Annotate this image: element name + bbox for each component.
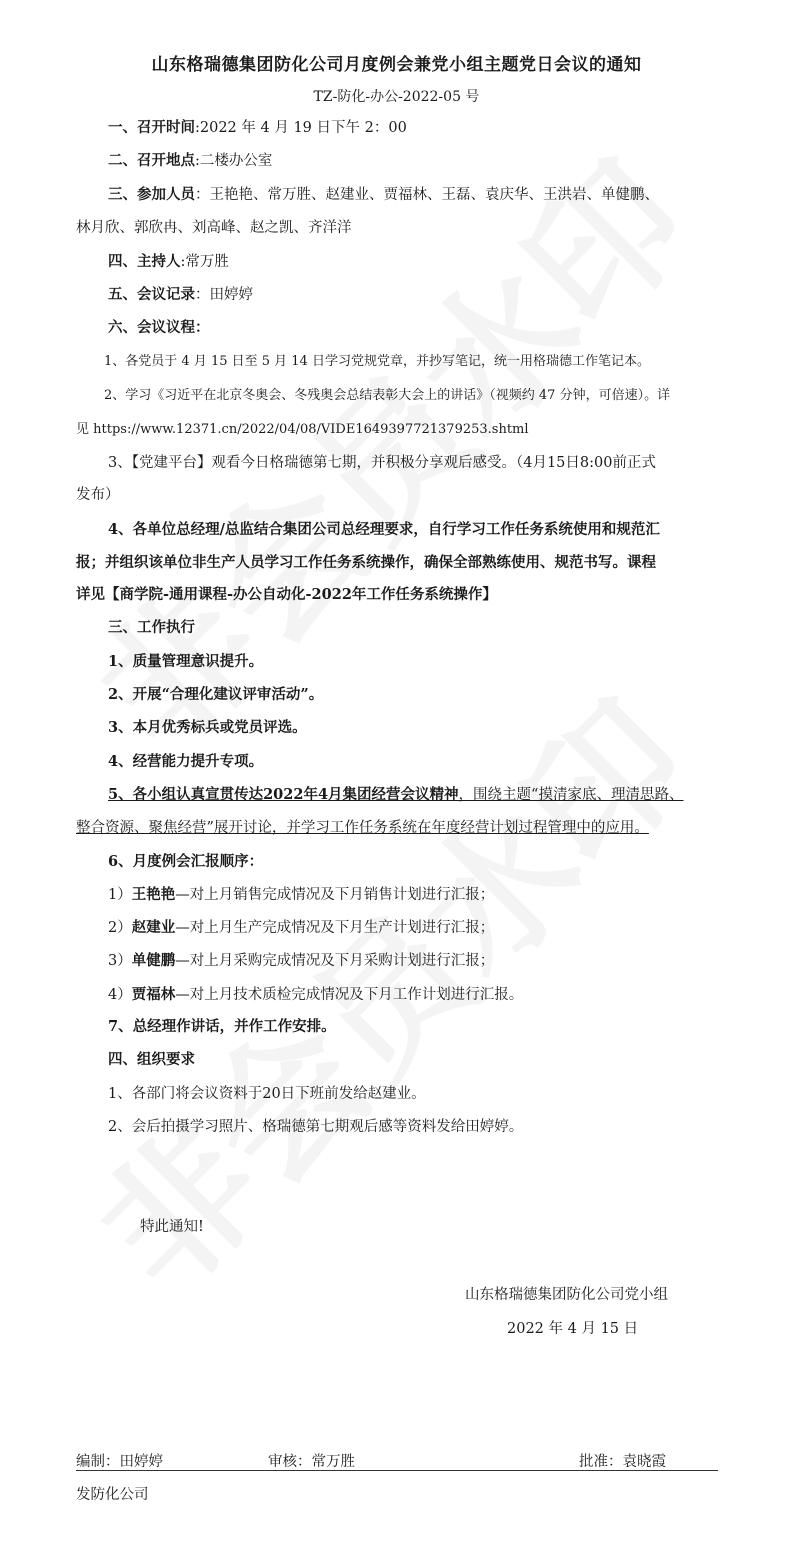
agenda-item-3: 3、【党建平台】观看今日格瑞德第七期，并积极分享观后感受。（4月15日8:00前正式 xyxy=(108,455,656,471)
work-item-7: 7、总经理作讲话，并作工作安排。 xyxy=(108,1018,336,1035)
report-item xyxy=(76,878,758,912)
agenda-heading: 六、会议议程： xyxy=(108,319,210,336)
attendees-line-1: ：王艳艳、常万胜、赵建业、贾福林、王磊、袁庆华、王洪岩、单健鹏、 xyxy=(195,187,659,203)
attendees xyxy=(76,178,758,212)
report-text: —对上月采购完成情况及下月采购计划进行汇报； xyxy=(175,953,495,969)
meeting-time-label: 一、召开时间 xyxy=(108,119,195,136)
org-item-1: 1、各部门将会议资料于20日下班前发给赵建业。 xyxy=(108,1086,426,1102)
report-name: 赵建业 xyxy=(131,919,176,936)
org-heading: 四、组织要求 xyxy=(108,1051,195,1068)
work-item-2: 2、开展“合理化建议评审活动”。 xyxy=(108,686,324,703)
report-number: 2） xyxy=(108,920,132,936)
approver: 批准：袁晓霞 xyxy=(579,1454,666,1470)
document-number: TZ-防化-办公-2022-05 号 xyxy=(313,89,480,105)
report-number: 4） xyxy=(108,987,132,1003)
report-number: 1） xyxy=(108,887,132,903)
meeting-place xyxy=(76,144,758,178)
report-text: —对上月生产完成情况及下月生产计划进行汇报； xyxy=(175,920,495,936)
recorder xyxy=(76,278,758,312)
agenda-item-4-cont: 报；并组织该单位非生产人员学习工作任务系统操作，确保全部熟练使用、规范书写。课程 xyxy=(76,554,656,571)
report-name: 王艳艳 xyxy=(131,886,176,903)
meeting-time-value: :2022 年 4 月 19 日下午 2：00 xyxy=(195,120,407,136)
report-item xyxy=(76,944,758,978)
agenda-item-3-cont: 发布） xyxy=(76,487,120,503)
host-label: 四、主持人 xyxy=(108,253,181,270)
editor: 编制：田婷婷 xyxy=(76,1454,163,1470)
recorder-value: ：田婷婷 xyxy=(195,287,253,303)
org-item-2: 2、会后拍摄学习照片、格瑞德第七期观后感等资料发给田婷婷。 xyxy=(108,1119,524,1135)
signature-date: 2022 年 4 月 15 日 xyxy=(507,1321,639,1337)
report-text: —对上月技术质检完成情况及下月工作计划进行汇报。 xyxy=(175,987,524,1003)
report-item xyxy=(76,978,758,1012)
signature-org: 山东格瑞德集团防化公司党小组 xyxy=(465,1287,668,1303)
report-name: 贾福林 xyxy=(131,986,176,1003)
work-item-1: 1、质量管理意识提升。 xyxy=(108,653,264,670)
notice-text: 特此通知! xyxy=(140,1219,204,1235)
work-item-6: 6、月度例会汇报顺序： xyxy=(108,853,264,870)
host-value: :常万胜 xyxy=(180,254,229,270)
attendees-label: 三、参加人员 xyxy=(108,186,195,203)
report-item xyxy=(76,911,758,945)
work-item-5 xyxy=(76,778,758,812)
meeting-place-value: :二楼办公室 xyxy=(195,153,273,169)
work-item-5-cont: 整合资源、聚焦经营”展开讨论，并学习工作任务系统在年度经营计划过程管理中的应用。 xyxy=(76,820,649,836)
report-name: 单健鹏 xyxy=(131,952,176,969)
reviewer: 审核：常万胜 xyxy=(268,1454,355,1470)
recorder-label: 五、会议记录 xyxy=(108,286,195,303)
host xyxy=(76,245,758,279)
work-item-4: 4、经营能力提升专项。 xyxy=(108,753,264,770)
agenda-item-4: 4、各单位总经理/总监结合集团公司总经理要求，自行学习工作任务系统使用和规范汇 xyxy=(108,521,660,538)
work-item-5-rest: ，围绕主题“摸清家底、理清思路、 xyxy=(458,787,684,803)
attendees-line-2: 林月欣、郭欣冉、刘高峰、赵之凯、齐洋洋 xyxy=(76,220,352,236)
report-number: 3） xyxy=(108,953,132,969)
meeting-place-label: 二、召开地点 xyxy=(108,152,195,169)
work-item-5-bold: 5、各小组认真宣贯传达2022年4月集团经营会议精神 xyxy=(108,786,459,803)
report-text: —对上月销售完成情况及下月销售计划进行汇报； xyxy=(175,887,495,903)
approval-footer xyxy=(76,1450,718,1471)
document-title: 山东格瑞德集团防化公司月度例会兼党小组主题党日会议的通知 xyxy=(151,55,642,75)
agenda-item-1: 1、各党员于 4 月 15 日至 5 月 14 日学习党规党章，并抄写笔记，统一用格瑞德工作笔记本。 xyxy=(104,354,650,369)
meeting-time xyxy=(76,111,758,145)
agenda-item-4-cont: 详见【商学院-通用课程-办公自动化-2022年工作任务系统操作】 xyxy=(76,586,497,603)
work-item-3: 3、本月优秀标兵或党员评选。 xyxy=(108,719,307,736)
agenda-item-2: 2、学习《习近平在北京冬奥会、冬残奥会总结表彰大会上的讲话》（视频约 47 分钟，可倍速）。详 xyxy=(104,388,671,403)
work-heading: 三、工作执行 xyxy=(108,619,195,636)
issuer: 发防化公司 xyxy=(76,1487,149,1503)
agenda-item-2-link: 见 https://www.12371.cn/2022/04/08/VIDE1649397721379253.shtml xyxy=(76,422,529,437)
